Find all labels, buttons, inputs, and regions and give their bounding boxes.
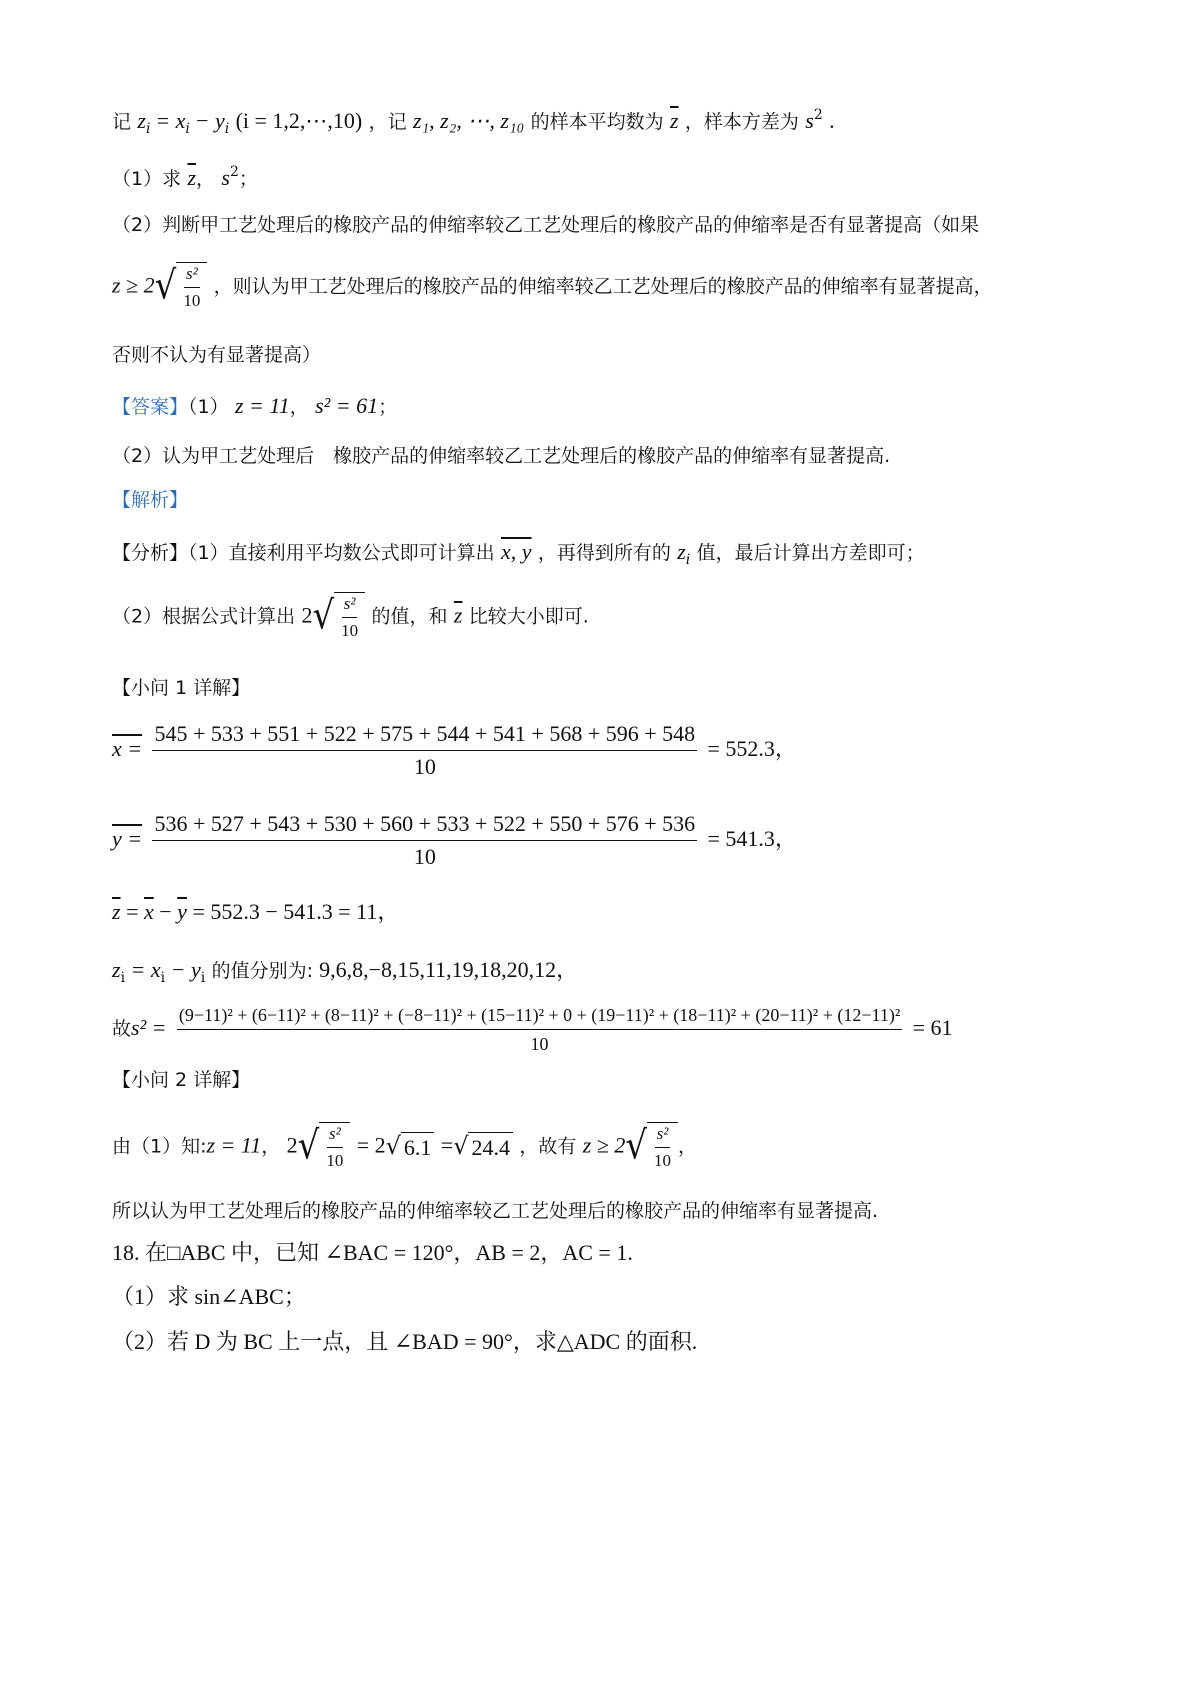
sqrt-symbol: √ 24.4 xyxy=(453,1132,513,1163)
end: ； xyxy=(238,168,258,190)
answer-tag: 【答案】 xyxy=(112,396,189,418)
text-mean: 的样本平均数为 xyxy=(530,111,664,133)
fenxi2c: 比较大小即可. xyxy=(468,605,589,628)
var-numerator: (9−11)² + (6−11)² + (8−11)² + (−8−11)² + (15−11)² + 0 + (19−11)² + (18−11)² + (20−11)² + (12−11)² xyxy=(177,1003,902,1030)
z-sequence: z₁, z₂, ⋯, z₁₀ xyxy=(412,108,525,133)
question-2-line-3: 否则不认为有显著提高） xyxy=(112,344,322,366)
answer-z: z = 11 xyxy=(234,393,290,418)
d2-ineq: z ≥ 2 xyxy=(582,1132,626,1158)
sep: ， xyxy=(678,1135,698,1158)
eq-two: = 2 xyxy=(356,1132,386,1158)
num: s² xyxy=(327,1123,343,1148)
end: ； xyxy=(378,396,398,418)
question-1: （1）求 $\overline{z}$， $s^2$； xyxy=(112,164,258,190)
question-2-line-2 xyxy=(112,262,993,312)
fenxi1b: ，再得到所有的 xyxy=(537,542,671,564)
zi-values-line: $z_i = x_i - y_i$ 的值分别为: 9,6,8,−8,15,11,19,18,20,12， xyxy=(112,957,579,986)
definition-line: 记 $z_i = x_i - y_i$ (i = 1,2,⋯,10) ，记 z₁, z₂, ⋯, z₁₀ 的样本平均数为 $\overline{z}$ ，样本方差为 $s^2$ . xyxy=(112,107,835,137)
period: . xyxy=(829,108,835,133)
detail-1-tag: 【小问 1 详解】 xyxy=(112,677,251,699)
answer-part1-label: （1） xyxy=(188,396,229,418)
ybar-denominator: 10 xyxy=(413,844,436,869)
xbar-result: = 552.3， xyxy=(707,736,797,761)
detail-2-conclusion: 所以认为甲工艺处理后的橡胶产品的伸缩率较乙工艺处理后的橡胶产品的伸缩率有显著提高. xyxy=(112,1200,879,1222)
ybar-numerator: 536 + 527 + 543 + 530 + 560 + 533 + 522 + 550 + 576 + 536 xyxy=(152,810,697,841)
zbar: $\overline{z}$ xyxy=(453,602,463,628)
zbar-equation xyxy=(112,897,399,927)
d2-i: ，故有 xyxy=(519,1135,577,1158)
ybar-lhs: y = xyxy=(112,826,143,851)
xbar: $\overline{x}$ xyxy=(143,899,154,924)
answer-line-2: （2）认为甲工艺处理后 橡胶产品的伸缩率较乙工艺处理后的橡胶产品的伸缩率有显著提高. xyxy=(112,445,891,467)
question-2-line-1: （2）判断甲工艺处理后的橡胶产品的伸缩率较乙工艺处理后的橡胶产品的伸缩率是否有显著提高（如果 xyxy=(112,214,980,236)
fenxi1c: 值，最后计算出方差即可； xyxy=(696,542,925,564)
fenxi2a: （2）根据公式计算出 xyxy=(112,605,296,628)
num: s² xyxy=(655,1123,671,1148)
answer-s: s² = 61 xyxy=(315,393,379,418)
zbar: $\overline{z}$ xyxy=(112,899,121,924)
minus-sign: − xyxy=(196,108,209,133)
zi-values: 9,6,8,−8,15,11,19,18,20,12， xyxy=(319,957,579,982)
detail-2-equation xyxy=(112,1122,697,1172)
analysis-tag: 【解析】 xyxy=(112,489,189,511)
xbar-equation xyxy=(112,720,797,781)
var-z: z xyxy=(137,108,146,133)
question-18-part-1: （1）求 sin∠ABC； xyxy=(112,1284,306,1309)
sqrt-symbol: √ 6.1 xyxy=(386,1132,435,1163)
minus: − xyxy=(153,899,178,924)
text-ji: 记 xyxy=(112,111,132,133)
var-x: x xyxy=(175,108,186,133)
sqrt-symbol: √ $\frac{\text{s²}}{10}$ xyxy=(155,262,208,312)
den: 10 xyxy=(326,1151,344,1170)
zbar-result: = 552.3 − 541.3 = 11， xyxy=(186,899,400,924)
zbar-symbol: $\overline{z}$ xyxy=(669,108,679,133)
cond-num: s² xyxy=(184,263,200,288)
zi: z xyxy=(112,957,121,982)
cond-den: 10 xyxy=(183,291,201,310)
xbar-denominator: 10 xyxy=(413,754,436,779)
fenxi-tag: 【分析】 xyxy=(112,542,189,564)
fenxi1a: （1）直接利用平均数公式即可计算出 xyxy=(188,542,495,564)
var-prefix: 故 xyxy=(112,1018,132,1040)
num: s² xyxy=(342,593,358,618)
eq: = xyxy=(120,899,144,924)
xbar-numerator: 545 + 533 + 551 + 522 + 575 + 544 + 541 + 568 + 596 + 548 xyxy=(152,720,697,751)
index-range: (i = 1,2,⋯,10) xyxy=(235,108,363,133)
q2-tail: ，则认为甲工艺处理后的橡胶产品的伸缩率较乙工艺处理后的橡胶产品的伸缩率有显著提高， xyxy=(213,275,993,298)
sqrt-symbol: √ $\frac{\text{s²}}{10}$ xyxy=(298,1122,351,1172)
eq-sign: = xyxy=(156,108,170,133)
var-result: = 61 xyxy=(912,1015,953,1040)
s-symbol: s xyxy=(221,165,230,190)
var-denominator: 10 xyxy=(530,1034,549,1054)
detail-2-tag: 【小问 2 详解】 xyxy=(112,1069,251,1091)
sep: ， xyxy=(196,168,216,190)
sep: ， xyxy=(261,1135,281,1158)
var-lhs: s² = xyxy=(131,1015,167,1040)
xi: = x xyxy=(125,957,161,982)
two: 2 xyxy=(286,1132,298,1158)
text-variance: ，样本方差为 xyxy=(684,111,799,133)
s-symbol: s xyxy=(805,108,814,133)
analysis-2 xyxy=(112,592,589,642)
question-18-part-2: （2）若 D 为 BC 上一点，且 ∠BAD = 90°，求△ADC 的面积. xyxy=(112,1329,698,1354)
ybar-result: = 541.3， xyxy=(707,826,797,851)
eq: = xyxy=(440,1132,454,1158)
condition-left: z ≥ 2 xyxy=(112,272,155,298)
xy-bar: x, y xyxy=(500,539,532,564)
text-ji2: ，记 xyxy=(368,111,407,133)
xbar-lhs: x = xyxy=(112,736,143,761)
sqrt-symbol: √ $\frac{\text{s²}}{10}$ xyxy=(312,592,365,642)
var-y: y xyxy=(214,108,225,133)
den: 10 xyxy=(654,1151,672,1170)
zi: z xyxy=(677,539,686,564)
yi: − y xyxy=(165,957,201,982)
sqrt-244: 24.4 xyxy=(468,1132,513,1163)
analysis-1: 【分析】（1）直接利用平均数公式即可计算出 x, y ，再得到所有的 $z_i$ 值，最后计算出方差即可； xyxy=(112,539,925,568)
two: 2 xyxy=(301,602,313,628)
zi-text: 的值分别为: xyxy=(211,960,320,982)
sep: ， xyxy=(289,396,309,418)
fenxi2b: 的值，和 xyxy=(371,605,448,628)
ybar-equation xyxy=(112,810,797,871)
d2-a: 由（1）知: xyxy=(112,1135,207,1158)
d2-zbar: z = 11 xyxy=(206,1132,262,1158)
sqrt-symbol: √ $\frac{\text{s²}}{10}$ xyxy=(625,1122,678,1172)
sqrt-61: 6.1 xyxy=(401,1132,435,1163)
q1-label: （1）求 xyxy=(112,168,182,190)
question-18: 18. 在□ABC 中，已知 ∠BAC = 120°，AB = 2，AC = 1. xyxy=(112,1240,633,1265)
answer-line-1 xyxy=(112,391,397,422)
ybar: $\overline{y}$ xyxy=(177,899,187,924)
den: 10 xyxy=(341,621,359,640)
zbar-symbol: $\overline{z}$ xyxy=(187,165,197,190)
variance-equation xyxy=(112,1003,953,1056)
